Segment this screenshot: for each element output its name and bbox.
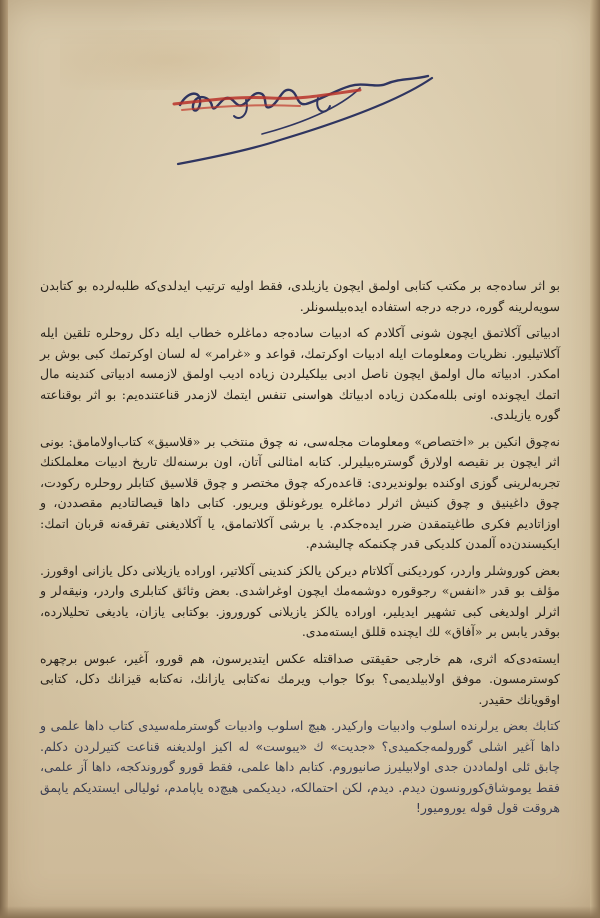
page-edge-bottom xyxy=(0,906,600,918)
paragraph-3: نه‌چوق انکین بر «اختصاص» ومعلومات مجله‌سی، نه چوق منتخب بر «قلاسیق» کتاب‌اولامامق: بونی اثر ایچون بر نقیصه اولارق گوستره‌بیلیرلر. کتابه امثالنی آتان، اون برسنه‌لك تاریخ ادبیات معلملکنك تجربه‌لرینی گوزی اوکنده بولوندیردی: قاعده‌رکه چوق مختصر و چوق قلاسیق کتابلر روحلره رکودت، چوق داغینیق و چوق کنیش اثرلر دماغلره یورغونلق ویریور. کتابی داها قیصالتادیم مقصددن، و اوزاتادیم فکری طاغیتمقدن ضرر ایده‌جکدم. یا برشی آکلاتمامق، یا آکلادیغنی تفرقه‌نه قربان اتمك: ایکیسندن‌ده آلمدن کلدیکی قدر چکنمکه چالیشدم. xyxy=(40,433,560,551)
paragraph-2: ادبیاتی آکلاتمق ایچون شونی آکلادم که ادبیات ساده‌جه دماغلره خطاب ایله دکل روحلره تلقین ایله آکلاتیلیور. نظریات ومعلومات ایله ادبیات اوکرتمك، قواعد و «غرامر» له لسان اوکرتمك کبی بوش بر امکدر. ادبیاته مال اولمق ایچون ناصل ادبی بیلکیلردن زیاده ادیب اولمق لازمسه ادبیاتی کندینه مال اتمك ایچونده اونی بلله‌مکدن زیاده ادبیاتك هواسنی تنفس ایتمك لازمدر قناعتنده‌یم: بو اثر بوقناعته گوره یازیلدی. xyxy=(40,325,560,422)
paragraph-6-pencil: کتابك بعض یرلرنده اسلوب وادبیات وارکیدر. هیچ اسلوب وادبیات گوسترمله‌سیدی کتاب داها علمی و داها آغیر اشلی گورولمه‌جکمیدی؟ «جدیت» ك «یبوست» له اکیز اولدیغنه قناعت کتیرلردن دکلم. چابق ئلی اولماددن جدی اولابیلیرز صانیوروم. کتابم داها علمی، فقط قورو گوروندکجه، داها آز علمی، فقط یوموشاق‌کورونسون دیدم. دیدم، لکن احتمالکه، دیدیکمی هیچ‌ده یاپامدم، ئولیالی ایستدیکم یاپمق هروقت قول قوله یورومیور! xyxy=(40,718,560,815)
handwritten-signature xyxy=(150,60,460,180)
paragraph-5: ایسته‌دی‌که اثری، هم خارجی حقیقتی صداقتله عکس ایتدیرسون، هم قورو، آغیر، عبوس برچهره کوسترمسون. موفق اولابیلدیمی؟ بوکا جواب ویرمك نه‌کتابی یازانك، نه‌کتابه قیزانك دکل، کتابی اوقویانك حقیدر. xyxy=(40,650,560,707)
paragraph-4: بعض کوروشلر واردر، کوردیکنی آکلاتام دیرکن یالکز کندینی آکلاتیر، اوراده یازیلانی دکل یازانی اوقورز. مؤلف بو قدر «انفس» رجوقوره دوشمه‌مك ایچون اوغراشدی. بعض وثائق کتابلری واردر، ونیقه‌لر و اثرلر اولدیغی کبی تشهیر ایدیلیر، اوراده یالکز یازیلانی کوروروز. بوکتابی یازان، یادیغی تحلیلارده، بوقدر یابس بر «آفاق» لك ایچنده قللق ایسته‌مدی. xyxy=(40,562,560,639)
page-edge-right xyxy=(590,0,600,918)
body-text xyxy=(40,276,560,825)
paragraph-1: بو اثر ساده‌جه بر مکتب کتابی اولمق ایچون یازیلدی، فقط اولیه ترتیب ایدلدی‌که طلبه‌لرده بو کتابدن سویه‌لرینه گوره، درجه درجه استفاده ایده‌بیلسونلر. xyxy=(40,278,560,314)
page-edge-left xyxy=(0,0,8,918)
